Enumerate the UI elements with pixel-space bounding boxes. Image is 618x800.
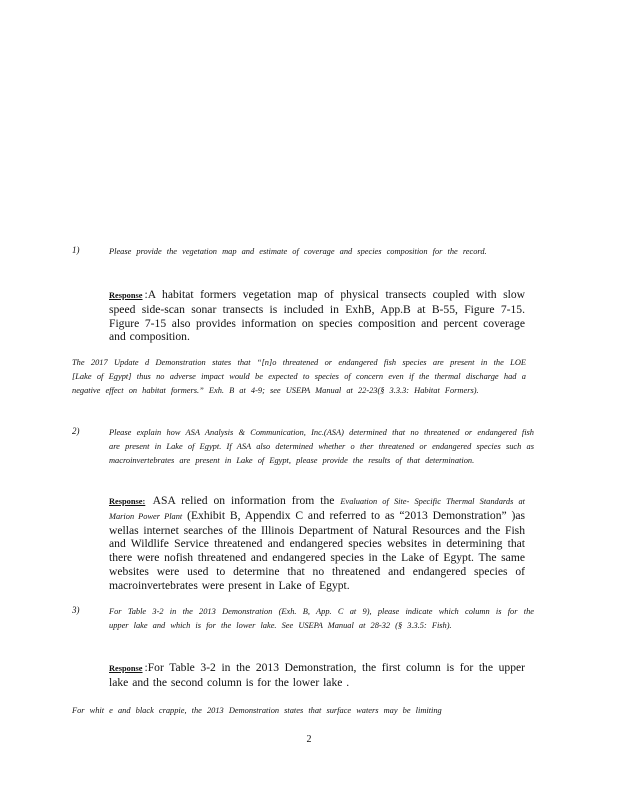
question-text: Please provide the vegetation map and estimate of coverage and species composition for the record. — [109, 247, 487, 256]
response-italic-title: Evaluation of Site- Specific Thermal Standards at Marion Power Plant — [109, 497, 525, 521]
question-1 — [72, 245, 534, 259]
page-number: 2 — [306, 734, 312, 745]
question-text: For Table 3-2 in the 2013 Demonstration (Exh. B, App. C at 9), please indicate which column is for the upper lake and which is for the lower lake. See USEPA Manual at 28-32 (§ 3.3.5: Fish). — [109, 607, 534, 630]
response-text: :A habitat formers vegetation map of physical transects coupled with slow speed side-scan sonar transects is included in ExhB, App.B at B-55, Figure 7-15. Figure 7-15 also provides information on species composition and percent coverage and composition. — [109, 288, 525, 344]
response-2 — [109, 494, 525, 593]
response-1 — [109, 288, 525, 344]
response-label: Response — [109, 664, 143, 673]
question-2 — [72, 426, 534, 468]
question-number: 1) — [72, 245, 80, 255]
response-text-b: (Exhibit B, Appendix C and referred to as “2013 Demonstration” )as wellas internet searches of the Illinois Department of Natural Resources and the Fish and Wildlife Service threatened and endangered species websites in determining that there were nofish threatened and endangered species in the Lake of Egypt. The same websites were used to determine that no threatened and endangered species of macroinvertebrates were present in Lake of Egypt. — [109, 508, 526, 592]
response-label: Response: — [109, 497, 146, 506]
paragraph-demonstration-quote: The 2017 Update d Demonstration states that “[n]o threatened or endangered fish species are present in the LOE [Lake of Egypt] thus no adverse impact would be expected to species of concern even if the thermal discharge had a negative effect on habitat formers.” Exh. B at 4-9; see USEPA Manual at 22-23(§ 3.3.3: Habitat Formers). — [72, 358, 526, 395]
response-3 — [109, 661, 525, 690]
response-text-a: ASA relied on information from the — [147, 494, 341, 507]
question-3 — [72, 605, 534, 633]
question-number: 2) — [72, 426, 80, 436]
response-text: :For Table 3-2 in the 2013 Demonstration, the first column is for the upper lake and the second column is for the lower lake . — [109, 661, 525, 689]
question-text: Please explain how ASA Analysis & Communication, Inc.(ASA) determined that no threatened or endangered fish are present in Lake of Egypt. If ASA also determined whether o ther threatened or endangered species such as macroinvertebrates are present in Lake of Egypt, please provide the results of that determination. — [109, 428, 534, 465]
paragraph-crappie: For whit e and black crappie, the 2013 Demonstration states that surface waters may be limiting — [72, 706, 442, 715]
question-number: 3) — [72, 605, 80, 615]
response-label: Response — [109, 291, 143, 300]
